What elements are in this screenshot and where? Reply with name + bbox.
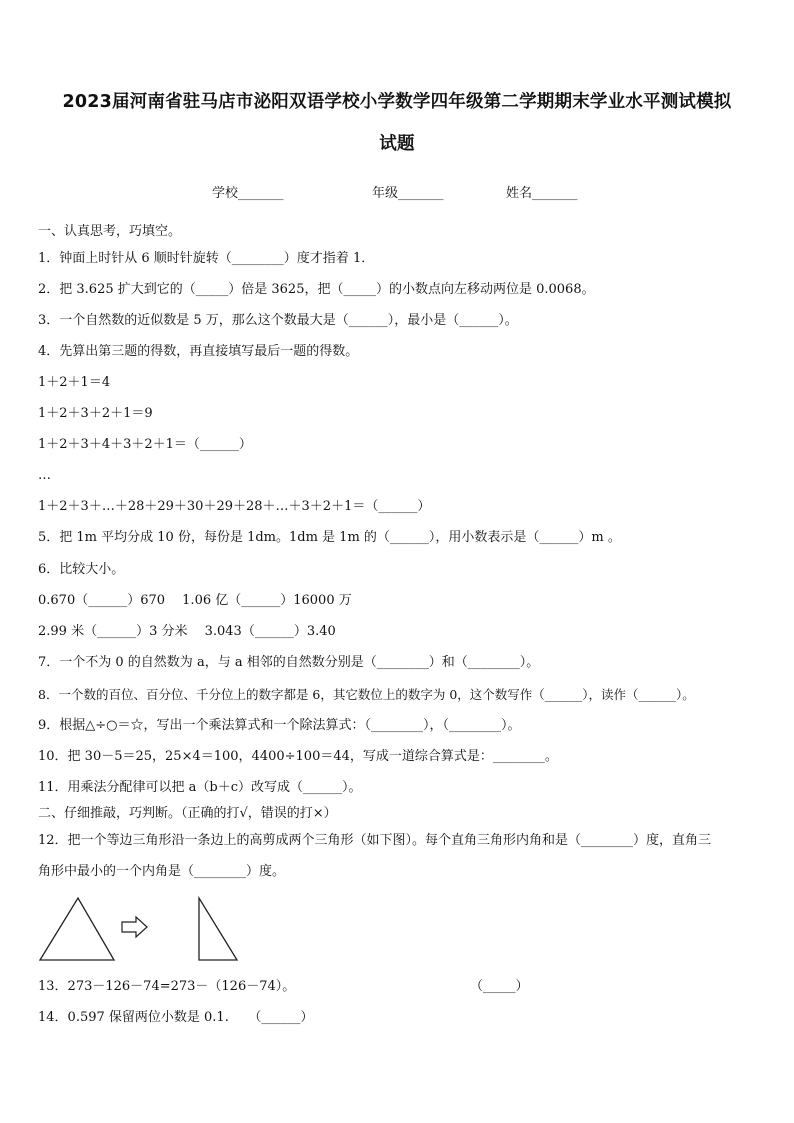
question-3: 3．一个自然数的近似数是 5 万，那么这个数最大是（______），最小是（______）。 bbox=[38, 313, 518, 328]
question-13: 13．273－126－74=273－（126－74）。 bbox=[38, 979, 296, 994]
question-9: 9．根据△÷○＝☆，写出一个乘法算式和一个除法算式：（________），（________）。 bbox=[38, 718, 521, 733]
name-field: 姓名_______ bbox=[506, 186, 578, 201]
section-2-heading: 二、仔细推敲，巧判断。（正确的打√，错误的打×） bbox=[38, 806, 337, 821]
question-1: 1．钟面上时针从 6 顺时针旋转（________）度才指着 1． bbox=[38, 251, 375, 266]
equilateral-triangle bbox=[40, 898, 114, 960]
equation-1: 1＋2＋1＝4 bbox=[38, 375, 111, 390]
school-field: 学校_______ bbox=[212, 186, 284, 201]
question-4: 4．先算出第三题的得数，再直接填写最后一题的得数。 bbox=[38, 344, 359, 359]
ellipsis: … bbox=[38, 468, 51, 483]
arrow-icon bbox=[122, 917, 147, 937]
compare-row-1: 0.670（______）670 1.06 亿（______）16000 万 bbox=[38, 593, 352, 608]
question-10: 10．把 30－5＝25，25×4＝100，4400÷100＝44，写成一道综合算式是：________。 bbox=[38, 749, 558, 764]
equation-4: 1＋2＋3＋…＋28＋29＋30＋29＋28＋…＋3＋2＋1＝（______） bbox=[38, 499, 431, 514]
question-7: 7．一个不为 0 的自然数为 a，与 a 相邻的自然数分别是（________）和（________）。 bbox=[38, 655, 540, 670]
question-11: 11．用乘法分配律可以把 a（b＋c）改写成（______）。 bbox=[38, 780, 362, 795]
equation-2: 1＋2＋3＋2＋1＝9 bbox=[38, 406, 153, 421]
section-1-heading: 一、认真思考，巧填空。 bbox=[38, 224, 182, 239]
question-12: 12．把一个等边三角形沿一条边上的高剪成两个三角形（如下图）。每个直角三角形内角和是（________）度，直角三 bbox=[38, 833, 712, 848]
right-triangle-shape bbox=[199, 898, 237, 960]
page-title-line1: 2023届河南省驻马店市泌阳双语学校小学数学四年级第二学期期末学业水平测试模拟 bbox=[62, 92, 732, 112]
question-8: 8．一个数的百位、百分位、千分位上的数字都是 6，其它数位上的数字为 0，这个数写作（______），读作（______）。 bbox=[38, 687, 695, 702]
question-6: 6．比较大小。 bbox=[38, 562, 125, 577]
question-5: 5．把 1m 平均分成 10 份，每份是 1dm。1dm 是 1m 的（______），用小数表示是（______）m 。 bbox=[38, 530, 621, 545]
compare-row-2: 2.99 米（______）3 分米 3.043（______）3.40 bbox=[38, 624, 336, 639]
question-2: 2．把 3.625 扩大到它的（_____）倍是 3625，把（_____）的小数点向左移动两位是 0.0068。 bbox=[38, 282, 595, 297]
equilateral-triangle-shape bbox=[40, 898, 114, 960]
grade-field: 年级_______ bbox=[372, 186, 444, 201]
equation-3: 1＋2＋3＋4＋3＋2＋1＝（______） bbox=[38, 437, 252, 452]
question-13-answer: （_____） bbox=[470, 979, 529, 994]
question-12-continued: 角形中最小的一个内角是（________）度。 bbox=[38, 864, 286, 879]
triangle-figure bbox=[0, 880, 794, 970]
page-title-line2: 试题 bbox=[379, 134, 415, 154]
question-14: 14．0.597 保留两位小数是 0.1. （______） bbox=[38, 1010, 314, 1025]
